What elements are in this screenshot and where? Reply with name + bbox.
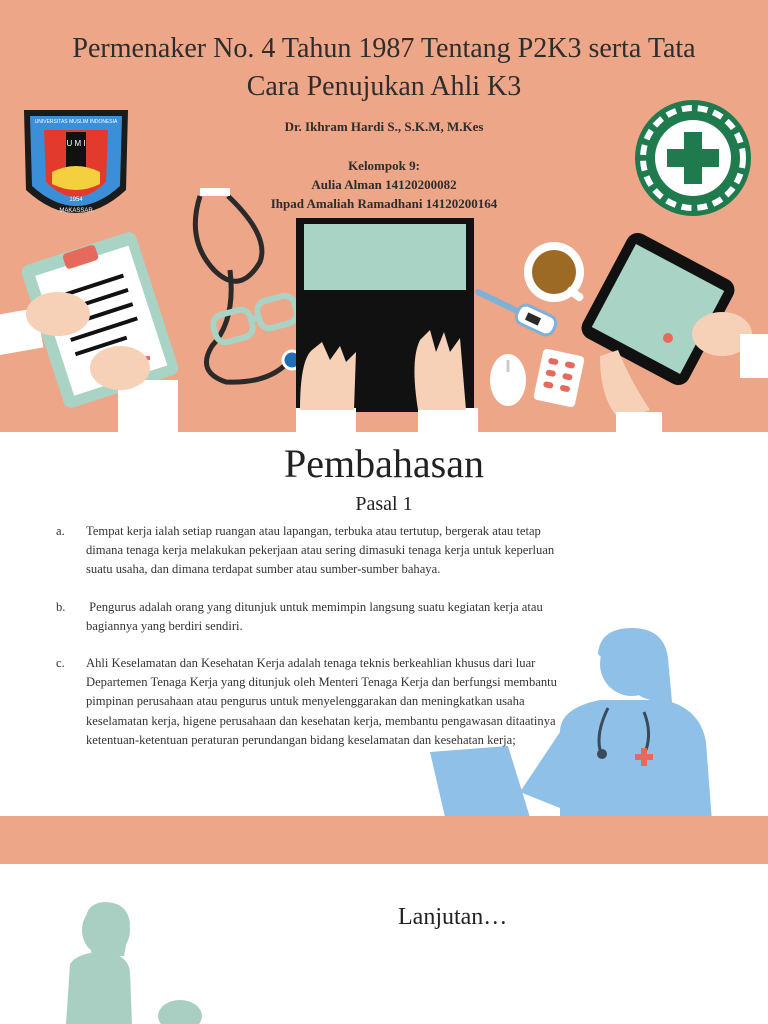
section-subheading: Pasal 1 bbox=[355, 493, 413, 515]
item-marker: a. bbox=[56, 524, 65, 538]
section-heading: Pembahasan bbox=[284, 441, 484, 486]
discussion-slide bbox=[0, 432, 768, 864]
title-line-2: Cara Penujukan Ahli K3 bbox=[246, 71, 522, 102]
continuation-slide bbox=[0, 864, 768, 1024]
logo-bottom-text: MAKASSAR bbox=[59, 208, 93, 214]
coffee-cup-icon bbox=[524, 242, 585, 302]
item-text: Tempat kerja ialah setiap ruangan atau lapangan, terbuka atau tertutup, bergerak atau tetap dimana tenaga kerja melakukan pekerjaan atau sering dimasuki tenaga kerja untuk keperluan suatu usaha, dan dimana terdapat sumber atau sumber-sumber bahaya. bbox=[86, 524, 555, 577]
desk-band bbox=[0, 816, 768, 864]
slide-title bbox=[0, 30, 768, 106]
list-item bbox=[56, 598, 566, 636]
group-info bbox=[0, 156, 768, 213]
logo-top-text: UNIVERSITAS MUSLIM INDONESIA bbox=[34, 119, 118, 125]
item-marker: c. bbox=[56, 656, 65, 671]
pills-icon bbox=[533, 348, 585, 408]
definition-list bbox=[56, 522, 566, 768]
continuation-text: Lanjutan… bbox=[398, 904, 508, 930]
group-label: Kelompok 9: bbox=[348, 158, 420, 173]
list-item bbox=[56, 654, 566, 750]
member-2: Ihpad Amaliah Ramadhani 14120200164 bbox=[270, 196, 498, 211]
item-marker: b. bbox=[56, 599, 66, 614]
stethoscope-icon bbox=[195, 188, 301, 382]
logo-year: 1954 bbox=[69, 197, 83, 203]
list-item bbox=[56, 522, 566, 580]
item-text: Pengurus adalah orang yang ditunjuk untuk memimpin langsung suatu kegiatan kerja atau bagiannya yang berdiri sendiri. bbox=[86, 599, 546, 633]
glasses-icon bbox=[211, 294, 299, 345]
title-line-1: Permenaker No. 4 Tahun 1987 Tentang P2K3 serta Tata bbox=[72, 33, 696, 64]
logo-letters: U M I bbox=[66, 139, 86, 148]
mouse-icon bbox=[490, 354, 526, 406]
author-name: Dr. Ikhram Hardi S., S.K.M, M.Kes bbox=[284, 119, 484, 134]
item-text: Ahli Keselamatan dan Kesehatan Kerja adalah tenaga teknis berkeahlian khusus dari luar Departemen Tenaga Kerja yang ditunjuk oleh Menteri Tenaga Kerja dan berfungsi membantu pimpinan perusahaan atau pengurus untuk menyelenggarakan dan meningkatkan usaha keselamatan kerja, higene perusahaan dan kesehatan kerja, membantu pengawasan ditaatinya ketentuan-ketentuan peraturan perundangan bidang keselamatan dan kesehatan kerja; bbox=[86, 656, 557, 747]
title-slide bbox=[0, 0, 768, 432]
member-1: Aulia Alman 14120200082 bbox=[311, 177, 457, 192]
person-silhouette-illustration bbox=[0, 864, 768, 1024]
